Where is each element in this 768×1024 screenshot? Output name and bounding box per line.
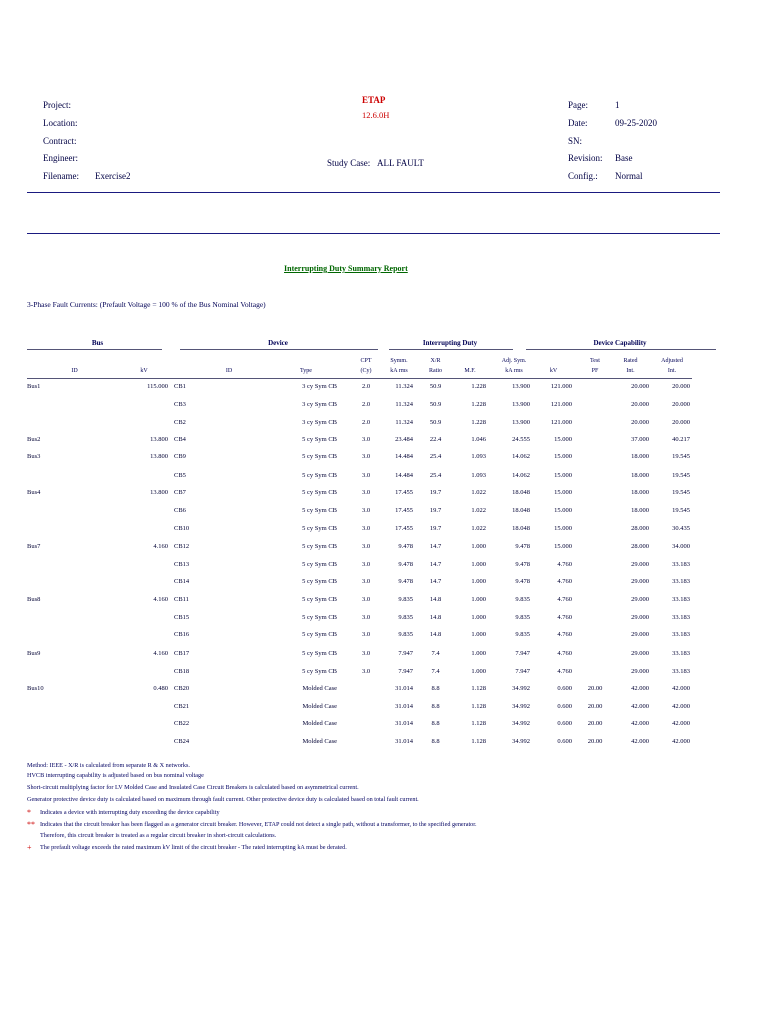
table-cell: 9.478: [515, 561, 530, 568]
table-cell: Molded Case: [302, 720, 337, 727]
table-cell: CB21: [174, 703, 190, 710]
table-cell: 19.545: [672, 472, 690, 479]
table-cell: 5 cy Sym CB: [302, 578, 337, 585]
table-cell: 31.014: [395, 738, 413, 745]
table-cell: 1.000: [471, 614, 486, 621]
column-header: kA rms: [390, 368, 408, 374]
table-cell: 3.0: [361, 596, 371, 603]
table-cell: 42.000: [631, 720, 649, 727]
table-cell: 20.00: [587, 720, 603, 727]
app-name: ETAP: [362, 95, 386, 105]
app-version: 12.6.0H: [362, 110, 390, 120]
table-cell: 3.0: [361, 578, 371, 585]
table-cell: 19.545: [672, 453, 690, 460]
table-cell: 34.000: [672, 543, 690, 550]
table-cell: 9.478: [398, 543, 413, 550]
table-cell: 42.000: [631, 685, 649, 692]
table-cell: 9.835: [515, 631, 530, 638]
table-cell: 5 cy Sym CB: [302, 489, 337, 496]
table-cell: 18.048: [512, 489, 530, 496]
table-cell: CB3: [174, 401, 186, 408]
table-cell: 11.324: [395, 401, 413, 408]
table-cell: 29.000: [631, 631, 649, 638]
table-cell: 20.000: [631, 383, 649, 390]
table-cell: Bus2: [27, 436, 41, 443]
table-cell: 7.947: [398, 650, 413, 657]
table-cell: CB10: [174, 525, 190, 532]
table-cell: CB12: [174, 543, 190, 550]
table-cell: 42.000: [631, 738, 649, 745]
table-cell: 50.9: [429, 401, 442, 408]
table-cell: 13.900: [512, 401, 530, 408]
table-cell: 42.000: [672, 703, 690, 710]
table-cell: 20.00: [587, 685, 603, 692]
legend-text: The prefault voltage exceeds the rated maximum kV limit of the circuit breaker - The rated interrupting kA must be derated.: [40, 844, 347, 851]
header-field-label: Filename:: [43, 171, 79, 181]
table-cell: CB2: [174, 419, 186, 426]
method-note: Short-circuit multiplying factor for LV Molded Case and Insulated Case Circuit Breakers is calculated based on asymmetrical current.: [27, 784, 359, 791]
table-cell: 0.600: [557, 685, 572, 692]
table-cell: 1.093: [471, 453, 486, 460]
table-cell: 3 cy Sym CB: [302, 419, 337, 426]
table-cell: 1.046: [471, 436, 486, 443]
table-cell: 33.183: [672, 614, 690, 621]
column-header: kV: [549, 368, 558, 374]
method-note: Method: IEEE - X/R is calculated from separate R & X networks.: [27, 762, 190, 769]
table-cell: 15.000: [554, 507, 572, 514]
table-group-header: Device Capability: [593, 339, 647, 347]
table-cell: 121.000: [550, 401, 572, 408]
table-cell: 17.455: [395, 507, 413, 514]
table-cell: 5 cy Sym CB: [302, 561, 337, 568]
legend-text: Indicates that the circuit breaker has been flagged as a generator circuit breaker. However, ETAP could not detect a single path, without a transformer, to the specified generator.: [40, 821, 477, 828]
table-cell: 2.0: [361, 401, 371, 408]
table-cell: 19.545: [672, 507, 690, 514]
legend-text: Indicates a device with interrupting duty exceeding the device capability: [40, 809, 220, 816]
column-header: ID: [225, 368, 233, 374]
table-cell: 8.8: [431, 738, 440, 745]
table-cell: 1.022: [471, 489, 486, 496]
table-cell: 29.000: [631, 668, 649, 675]
table-cell: 34.992: [512, 738, 530, 745]
table-cell: 4.760: [557, 614, 572, 621]
table-cell: 3.0: [361, 668, 371, 675]
table-cell: 5 cy Sym CB: [302, 507, 337, 514]
table-cell: 42.000: [631, 703, 649, 710]
study-case-label: Study Case:: [327, 158, 371, 168]
table-cell: 29.000: [631, 578, 649, 585]
table-cell: CB13: [174, 561, 190, 568]
table-cell: 15.000: [554, 436, 572, 443]
table-cell: 4.760: [557, 578, 572, 585]
table-cell: 34.992: [512, 703, 530, 710]
table-group-header: Device: [268, 339, 288, 347]
table-cell: 9.478: [398, 561, 413, 568]
table-cell: 9.835: [398, 631, 413, 638]
table-cell: 1.228: [471, 383, 486, 390]
header-field-label: Revision:: [568, 153, 603, 163]
table-cell: 33.183: [672, 668, 690, 675]
table-cell: 42.000: [672, 720, 690, 727]
table-cell: 3.0: [361, 525, 371, 532]
table-group-header: Bus: [91, 339, 104, 347]
table-cell: 18.048: [512, 507, 530, 514]
table-cell: 29.000: [631, 614, 649, 621]
table-cell: 13.800: [150, 453, 168, 460]
table-cell: 4.160: [153, 543, 168, 550]
table-cell: 31.014: [395, 703, 413, 710]
table-cell: 4.760: [557, 668, 572, 675]
table-cell: 3.0: [361, 614, 371, 621]
table-cell: 7.947: [515, 668, 530, 675]
table-cell: 33.183: [672, 561, 690, 568]
table-cell: 7.947: [398, 668, 413, 675]
table-cell: 28.000: [631, 525, 649, 532]
table-cell: Bus1: [27, 383, 41, 390]
table-cell: 8.8: [431, 685, 440, 692]
table-cell: CB5: [174, 472, 186, 479]
table-cell: 1.228: [471, 419, 486, 426]
group-underline: [27, 349, 162, 350]
table-cell: CB24: [174, 738, 190, 745]
table-cell: 17.455: [395, 525, 413, 532]
table-cell: 9.478: [398, 578, 413, 585]
column-header: kV: [140, 368, 148, 374]
table-cell: 23.484: [395, 436, 413, 443]
table-cell: 1.093: [471, 472, 486, 479]
table-cell: CB11: [174, 596, 189, 603]
method-note: HVCB interrupting capability is adjusted based on bus nominal voltage: [27, 772, 204, 779]
header-field-value: 1: [615, 100, 620, 110]
header-divider-top: [27, 192, 720, 193]
table-cell: Molded Case: [302, 685, 337, 692]
table-cell: 15.000: [554, 543, 572, 550]
table-cell: 31.014: [395, 720, 413, 727]
table-cell: 14.062: [512, 453, 530, 460]
group-underline: [389, 349, 513, 350]
report-title: Interrupting Duty Summary Report: [284, 264, 408, 273]
header-field-label: Contract:: [43, 136, 77, 146]
table-cell: Bus8: [27, 596, 41, 603]
table-cell: 31.014: [395, 685, 413, 692]
column-header: (Cy): [360, 368, 372, 374]
table-cell: 20.000: [672, 383, 690, 390]
header-field-value: Exercise2: [95, 171, 131, 181]
legend-marker: *: [27, 808, 31, 817]
table-cell: 14.8: [429, 614, 442, 621]
table-cell: 3 cy Sym CB: [302, 383, 337, 390]
table-cell: 20.000: [672, 401, 690, 408]
header-field-label: Page:: [568, 100, 588, 110]
table-cell: Bus10: [27, 685, 44, 692]
table-cell: 9.835: [515, 596, 530, 603]
header-field-label: Date:: [568, 118, 588, 128]
header-field-label: Config.:: [568, 171, 598, 181]
table-cell: 4.160: [153, 596, 168, 603]
table-cell: 50.9: [429, 419, 442, 426]
table-cell: 1.022: [471, 525, 486, 532]
table-cell: 5 cy Sym CB: [302, 453, 337, 460]
table-cell: 5 cy Sym CB: [302, 596, 337, 603]
table-cell: 1.022: [471, 507, 486, 514]
table-cell: 15.000: [554, 453, 572, 460]
table-cell: CB4: [174, 436, 186, 443]
table-cell: 1.000: [471, 578, 486, 585]
column-header: Ratio: [429, 368, 442, 374]
table-cell: CB22: [174, 720, 190, 727]
method-note: Generator protective device duty is calculated based on maximum through fault current. Other protective device duty is calculated based on total fault current.: [27, 796, 419, 803]
table-cell: CB7: [174, 489, 186, 496]
table-cell: 5 cy Sym CB: [302, 472, 337, 479]
table-cell: CB20: [174, 685, 190, 692]
table-group-header: Interrupting Duty: [422, 339, 478, 347]
table-cell: 0.480: [153, 685, 168, 692]
table-cell: CB9: [174, 453, 186, 460]
table-cell: 1.128: [471, 738, 486, 745]
table-cell: 8.8: [431, 703, 440, 710]
table-cell: 34.992: [512, 685, 530, 692]
table-cell: 9.478: [515, 543, 530, 550]
table-cell: 18.048: [512, 525, 530, 532]
table-cell: 14.8: [429, 631, 442, 638]
column-header: ID: [71, 368, 78, 374]
table-cell: 24.555: [512, 436, 530, 443]
table-cell: 34.992: [512, 720, 530, 727]
table-cell: 20.00: [587, 703, 603, 710]
column-header: Int.: [626, 368, 635, 374]
table-cell: 13.800: [150, 489, 168, 496]
column-header-line1: Symm.: [390, 358, 408, 364]
table-cell: 15.000: [554, 525, 572, 532]
header-field-label: Engineer:: [43, 153, 78, 163]
header-field-label: SN:: [568, 136, 583, 146]
table-cell: 8.8: [431, 720, 440, 727]
table-cell: 2.0: [361, 383, 371, 390]
column-header: M.F.: [464, 368, 476, 374]
table-cell: Bus9: [27, 650, 41, 657]
column-header-line1: Adj. Sym.: [501, 358, 527, 364]
table-cell: 50.9: [429, 383, 442, 390]
table-cell: 29.000: [631, 650, 649, 657]
table-cell: 0.600: [557, 703, 572, 710]
table-cell: 3 cy Sym CB: [302, 401, 337, 408]
table-cell: CB15: [174, 614, 190, 621]
table-cell: 3.0: [361, 561, 371, 568]
table-cell: 3.0: [361, 543, 371, 550]
table-cell: 9.478: [515, 578, 530, 585]
table-cell: 13.800: [150, 436, 168, 443]
table-cell: 22.4: [429, 436, 442, 443]
table-cell: 18.000: [631, 507, 649, 514]
table-cell: 14.7: [429, 578, 442, 585]
table-cell: 4.760: [557, 561, 572, 568]
table-cell: 14.484: [395, 472, 413, 479]
table-header-rule: [27, 378, 692, 379]
table-cell: 9.835: [398, 596, 413, 603]
table-cell: 3.0: [361, 453, 371, 460]
column-header: Int.: [667, 368, 677, 374]
table-cell: 9.835: [515, 614, 530, 621]
table-cell: 28.000: [631, 543, 649, 550]
fault-current-description: 3-Phase Fault Currents: (Prefault Voltage = 100 % of the Bus Nominal Voltage): [27, 300, 266, 309]
table-cell: 4.760: [557, 650, 572, 657]
header-field-label: Project:: [43, 100, 71, 110]
table-cell: 121.000: [550, 383, 572, 390]
table-cell: 1.000: [471, 596, 486, 603]
table-cell: 19.7: [429, 525, 442, 532]
table-cell: 1.000: [471, 668, 486, 675]
table-cell: 1.128: [471, 685, 486, 692]
header-field-value: Normal: [615, 171, 643, 181]
table-cell: 1.228: [471, 401, 486, 408]
group-underline: [526, 349, 716, 350]
header-field-label: Location:: [43, 118, 78, 128]
table-cell: 14.8: [429, 596, 442, 603]
table-cell: CB6: [174, 507, 186, 514]
table-cell: 20.000: [631, 401, 649, 408]
table-cell: 29.000: [631, 596, 649, 603]
table-cell: 3.0: [361, 436, 371, 443]
table-cell: 1.000: [471, 561, 486, 568]
table-cell: 5 cy Sym CB: [302, 614, 337, 621]
table-cell: 4.760: [557, 596, 572, 603]
table-cell: 20.000: [672, 419, 690, 426]
table-cell: 19.545: [672, 489, 690, 496]
table-cell: 15.000: [554, 489, 572, 496]
table-cell: 40.217: [672, 436, 690, 443]
table-cell: 13.900: [512, 383, 530, 390]
table-cell: 5 cy Sym CB: [302, 650, 337, 657]
table-cell: 3.0: [361, 472, 371, 479]
table-cell: CB14: [174, 578, 190, 585]
study-case-value: ALL FAULT: [377, 158, 424, 168]
legend-marker: **: [27, 820, 35, 829]
table-cell: CB17: [174, 650, 190, 657]
table-cell: Molded Case: [302, 703, 337, 710]
table-cell: 1.000: [471, 631, 486, 638]
table-cell: 11.324: [395, 383, 413, 390]
table-cell: 5 cy Sym CB: [302, 668, 337, 675]
table-cell: 29.000: [631, 561, 649, 568]
table-cell: 3.0: [361, 650, 371, 657]
table-cell: 42.000: [672, 738, 690, 745]
table-cell: 18.000: [631, 489, 649, 496]
table-cell: 2.0: [361, 419, 371, 426]
table-cell: 4.760: [557, 631, 572, 638]
column-header: kA rms: [505, 368, 523, 374]
table-cell: 121.000: [550, 419, 572, 426]
column-header-line1: Test: [590, 358, 600, 364]
table-cell: 14.484: [395, 453, 413, 460]
column-header-line1: Adjusted: [661, 358, 683, 364]
table-cell: 0.600: [557, 738, 572, 745]
table-cell: 0.600: [557, 720, 572, 727]
table-cell: 30.435: [672, 525, 690, 532]
table-cell: 3.0: [361, 489, 371, 496]
table-cell: CB16: [174, 631, 190, 638]
table-cell: 7.947: [515, 650, 530, 657]
legend-marker: +: [27, 843, 32, 852]
table-cell: 42.000: [672, 685, 690, 692]
header-divider-bottom: [27, 233, 720, 234]
column-header-line1: X/R: [430, 358, 441, 364]
group-underline: [180, 349, 378, 350]
table-cell: 1.000: [471, 543, 486, 550]
table-cell: 13.900: [512, 419, 530, 426]
legend-text: Therefore, this circuit breaker is treated as a regular circuit breaker in short-circuit calculations.: [40, 832, 277, 839]
column-header-line1: CPT: [360, 358, 372, 364]
table-cell: Bus4: [27, 489, 41, 496]
table-cell: 17.455: [395, 489, 413, 496]
table-cell: 3.0: [361, 507, 371, 514]
table-cell: 15.000: [554, 472, 572, 479]
column-header-line1: Rated: [623, 358, 638, 364]
table-cell: CB18: [174, 668, 190, 675]
table-cell: 3.0: [361, 631, 371, 638]
table-cell: Bus7: [27, 543, 41, 550]
table-cell: 1.000: [471, 650, 486, 657]
table-cell: 115.000: [147, 383, 168, 390]
table-cell: 4.160: [153, 650, 168, 657]
table-cell: 5 cy Sym CB: [302, 543, 337, 550]
table-cell: 20.00: [587, 738, 603, 745]
table-cell: 7.4: [431, 650, 440, 657]
table-cell: 7.4: [431, 668, 440, 675]
table-cell: 5 cy Sym CB: [302, 631, 337, 638]
table-cell: 14.062: [512, 472, 530, 479]
table-cell: 18.000: [631, 472, 649, 479]
table-cell: 14.7: [429, 543, 442, 550]
table-cell: 5 cy Sym CB: [302, 436, 337, 443]
table-cell: 19.7: [429, 507, 442, 514]
table-cell: 5 cy Sym CB: [302, 525, 337, 532]
table-cell: 37.000: [631, 436, 649, 443]
column-header: Type: [300, 368, 312, 374]
table-cell: 25.4: [429, 453, 442, 460]
table-cell: 18.000: [631, 453, 649, 460]
table-cell: 1.128: [471, 720, 486, 727]
table-cell: CB1: [174, 383, 186, 390]
table-cell: 19.7: [429, 489, 442, 496]
table-cell: 25.4: [429, 472, 442, 479]
table-cell: 33.183: [672, 650, 690, 657]
table-cell: 9.835: [398, 614, 413, 621]
table-cell: 33.183: [672, 578, 690, 585]
table-cell: 33.183: [672, 631, 690, 638]
column-header: PF: [591, 368, 599, 374]
table-cell: 20.000: [631, 419, 649, 426]
table-cell: 33.183: [672, 596, 690, 603]
table-cell: 14.7: [429, 561, 442, 568]
header-field-value: 09-25-2020: [615, 118, 657, 128]
table-cell: Bus3: [27, 453, 41, 460]
table-cell: 11.324: [395, 419, 413, 426]
table-cell: 1.128: [471, 703, 486, 710]
header-field-value: Base: [615, 153, 633, 163]
table-cell: Molded Case: [302, 738, 337, 745]
